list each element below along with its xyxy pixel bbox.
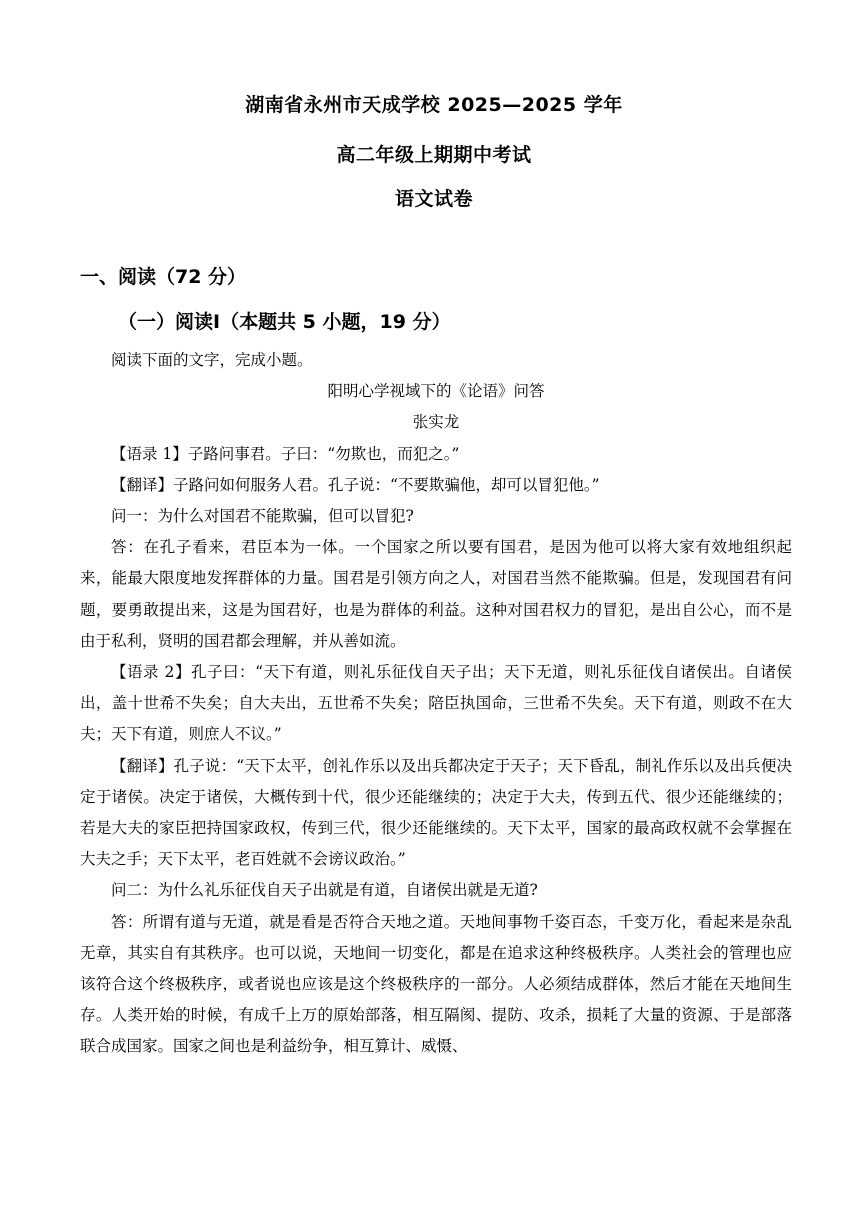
article-author: 张实龙 (412, 413, 460, 432)
paragraph: 【翻译】孔子说：“天下太平，创礼作乐以及出兵都决定于天子；天下昏乱，制礼作乐以及出兵便决定于诸侯。决定于诸侯，大概传到十代，很少还能继续的；决定于大夫，传到五代、很少还能继续的；若是大夫的家臣把持国家政权，传到三代，很少还能继续的。天下太平，国家的最高政权就不会掌握在大夫之手；天下太平，老百姓就不会谤议政治。” (80, 756, 792, 869)
paragraph: 【语录 2】孔子曰：“天下有道，则礼乐征伐自天子出；天下无道，则礼乐征伐自诸侯出。自诸侯出，盖十世希不失矣；自大夫出，五世希不失矣；陪臣执国命，三世希不失矣。天下有道，则政不在大夫；天下有道，则庶人不议。” (80, 663, 792, 744)
instruction: 阅读下面的文字，完成小题。 (111, 351, 313, 369)
section-heading: 一、阅读（72 分） (80, 266, 247, 288)
exam-title: 高二年级上期期中考试 (336, 144, 532, 166)
paragraph: 答：所谓有道与无道，就是看是否符合天地之道。天地间事物千姿百态，千变万化，看起来是杂乱无章，其实自有其秩序。也可以说，天地间一切变化，都是在追求这种终极秩序。人类社会的管理也应该符合这个终极秩序，或者说也应该是这个终极秩序的一部分。人必须结成群体，然后才能在天地间生存。人类开始的时候，有成千上万的原始部落，相互隔阂、提防、攻杀，损耗了大量的资源、于是部落联合成国家。国家之间也是利益纷争，相互算计、威慑、 (80, 912, 792, 1056)
paragraph: 【翻译】子路问如何服务人君。孔子说：“不要欺骗他，却可以冒犯他。” (111, 475, 600, 494)
paragraph: 问一：为什么对国君不能欺骗，但可以冒犯? (111, 507, 414, 526)
reading-passage (80, 345, 792, 1063)
paragraph: 【语录 1】子路问事君。子曰：“勿欺也，而犯之。” (111, 444, 460, 463)
paragraph: 答：在孔子看来，君臣本为一体。一个国家之所以要有国君，是因为他可以将大家有效地组织起来，能最大限度地发挥群体的力量。国君是引领方向之人，对国君当然不能欺骗。但是，发现国君有问题，要勇敢提出来，这是为国君好，也是为群体的利益。这种对国君权力的冒犯，是出自公心，而不是由于私利，贤明的国君都会理解，并从善如流。 (80, 538, 792, 650)
paper-title: 语文试卷 (394, 188, 473, 210)
paragraph: 问二：为什么礼乐征伐自天子出就是有道，自诸侯出就是无道? (111, 881, 538, 900)
subsection-heading: （一）阅读Ⅰ（本题共 5 小题，19 分） (118, 311, 451, 333)
school-title: 湖南省永州市天成学校 2025—2025 学年 (245, 94, 623, 116)
article-title: 阳明心学视域下的《论语》问答 (327, 382, 545, 401)
